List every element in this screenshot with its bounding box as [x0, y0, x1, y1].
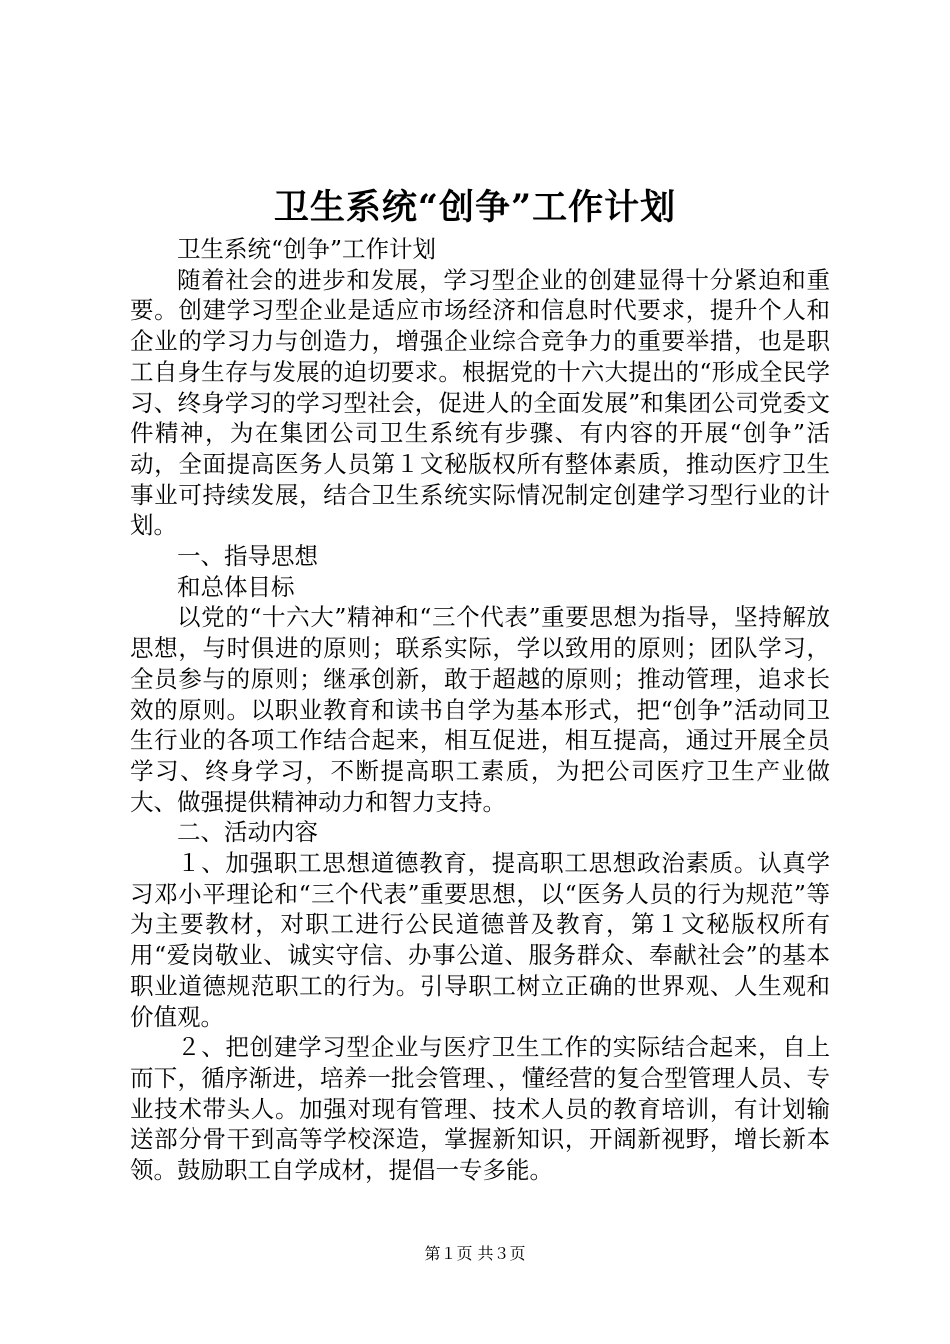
paragraph-guiding-principles: 以党的“十六大”精神和“三个代表”重要思想为指导，坚持解放思想，与时俱进的原则；联系实际，学以致用的原则；团队学习，全员参与的原则；继承创新，敢于超越的原则；推动管理，追求长效的原则。以职业教育和读书自学为基本形式，把“创争”活动同卫生行业的各项工作结合起来，相互促进，相互提高，通过开展全员学习、终身学习，不断提高职工素质，为把公司医疗卫生产业做大、做强提供精神动力和智力支持。: [130, 603, 830, 816]
paragraph-activity-2: ２、把创建学习型企业与医疗卫生工作的实际结合起来，自上而下，循序渐进，培养一批会管理、，懂经营的复合型管理人员、专业技术带头人。加强对现有管理、技术人员的教育培训，有计划输送部分骨干到高等学校深造，掌握新知识，开阔新视野，增长新本领。鼓励职工自学成材，提倡一专多能。: [130, 1033, 830, 1185]
paragraph-subtitle: 卫生系统“创争”工作计划: [177, 235, 437, 263]
document-body: [130, 234, 830, 1186]
section-heading-overall-goal: 和总体目标: [177, 572, 295, 601]
paragraph-intro: 随着社会的进步和发展，学习型企业的创建显得十分紧迫和重要。创建学习型企业是适应市场经济和信息时代要求，提升个人和企业的学习力与创造力，增强企业综合竞争力的重要举措，也是职工自身生存与发展的迫切要求。根据党的十六大提出的“形成全民学习、终身学习的学习型社会，促进人的全面发展”和集团公司党委文件精神，为在集团公司卫生系统有步骤、有内容的开展“创争”活动，全面提高医务人员第１文秘版权所有整体素质，推动医疗卫生事业可持续发展，结合卫生系统实际情况制定创建学习型行业的计划。: [130, 265, 830, 540]
page-footer: 第１页 共３页: [424, 1244, 526, 1263]
section-heading-guiding-thought: 一、指导思想: [177, 542, 318, 571]
section-heading-activities: 二、活动内容: [177, 818, 318, 847]
document-title: 卫生系统“创争”工作计划: [273, 187, 677, 228]
paragraph-activity-1: １、加强职工思想道德教育，提高职工思想政治素质。认真学习邓小平理论和“三个代表”重要思想，以“医务人员的行为规范”等为主要教材，对职工进行公民道德普及教育，第１文秘版权所有用“爱岗敬业、诚实守信、办事公道、服务群众、奉献社会”的基本职业道德规范职工的行为。引导职工树立正确的世界观、人生观和价值观。: [130, 849, 830, 1031]
